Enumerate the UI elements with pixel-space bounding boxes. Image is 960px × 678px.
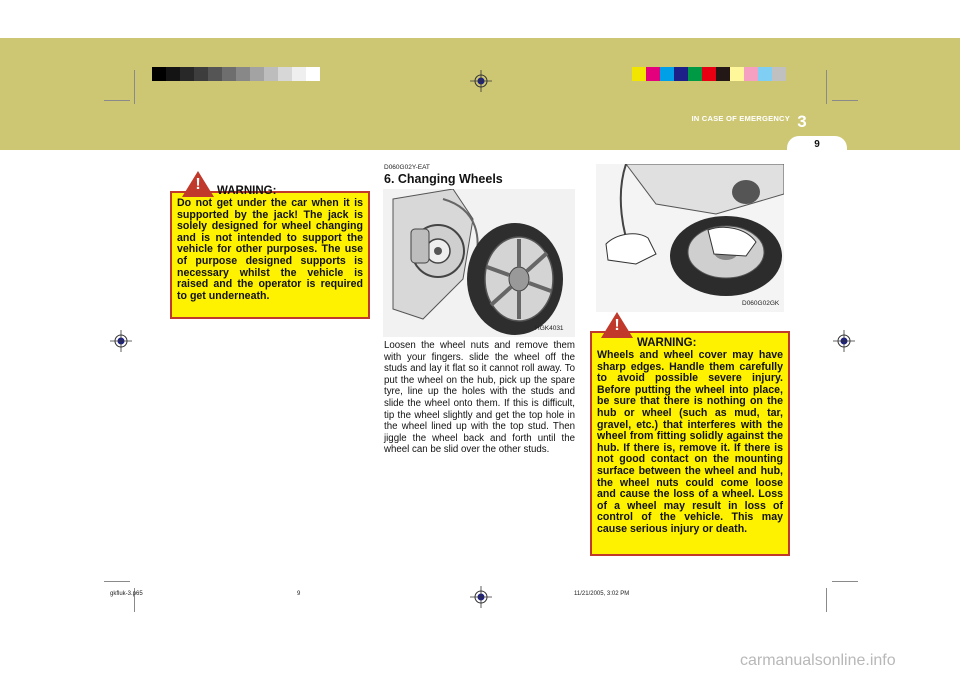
grayscale-swatches — [152, 67, 320, 81]
color-swatches — [632, 67, 786, 81]
crop-mark — [826, 70, 827, 104]
crop-mark — [104, 100, 130, 101]
registration-mark-icon — [470, 586, 492, 608]
registration-mark-icon — [833, 330, 855, 352]
wheel-edge-warning-title: WARNING: — [637, 337, 697, 349]
header-band — [0, 38, 960, 150]
footer-timestamp: 11/21/2005, 3:02 PM — [574, 591, 630, 597]
registration-mark-icon — [470, 70, 492, 92]
wheel-edge-warning-body: Wheels and wheel cover may have sharp edges. Handle them carefully to avoid possible severe injury. Before putting the wheel into place, be sure that there is nothing on the hub or wheel (such as mud, tar, gravel, etc.) that interferes with the wheel from fitting solidly against the hub. If there is, remove it. If there is not good contact on the mounting surface between the wheel and hub, the wheel nuts could come loose and cause the loss of a wheel. Loss of a wheel may result in loss of control of the vehicle. This may cause serious injury or death. — [597, 349, 783, 535]
watermark: carmanualsonline.info — [740, 652, 896, 669]
section-title: IN CASE OF EMERGENCY — [691, 114, 790, 123]
spare-tyre-photo — [596, 164, 784, 312]
exclamation-icon: ! — [195, 176, 201, 193]
chapter-number: 3 — [797, 112, 807, 131]
section-heading: 6. Changing Wheels — [384, 172, 503, 186]
photo-code-d060g02gk: D060G02GK — [742, 300, 780, 307]
wheel-hub-photo — [383, 189, 575, 337]
footer-file-name: gkfluk-3.p65 — [110, 591, 143, 597]
crop-mark — [134, 70, 135, 104]
registration-mark-icon — [110, 330, 132, 352]
jack-warning-body: Do not get under the car when it is supported by the jack! The jack is solely designed for wheel changing and is not intended to support the vehicle for other purposes. The use of purpose designed supports is necessary whilst the vehicle is raised and the operator is required to get underneath. — [177, 197, 363, 302]
jack-warning-title: WARNING: — [217, 185, 277, 197]
photo-code-hgk4031: HGK4031 — [535, 325, 564, 332]
crop-mark — [832, 100, 858, 101]
crop-mark — [104, 581, 130, 582]
document-code: D060G02Y-EAT — [384, 164, 430, 171]
crop-mark — [832, 581, 858, 582]
crop-mark — [826, 588, 827, 612]
footer-page: 9 — [297, 591, 301, 597]
page-number: 9 — [814, 139, 820, 150]
exclamation-icon: ! — [614, 317, 620, 334]
changing-wheels-body: Loosen the wheel nuts and remove them with your fingers. slide the wheel off the studs and lay it flat so it cannot roll away. To put the wheel on the hub, pick up the spare tyre, line up the holes with the studs and slide the wheel onto them. If this is difficult, tip the wheel slightly and get the top hole in the wheel lined up with the top stud. Then jiggle the wheel back and forth until the wheel can be slid over the other studs. — [384, 340, 575, 456]
